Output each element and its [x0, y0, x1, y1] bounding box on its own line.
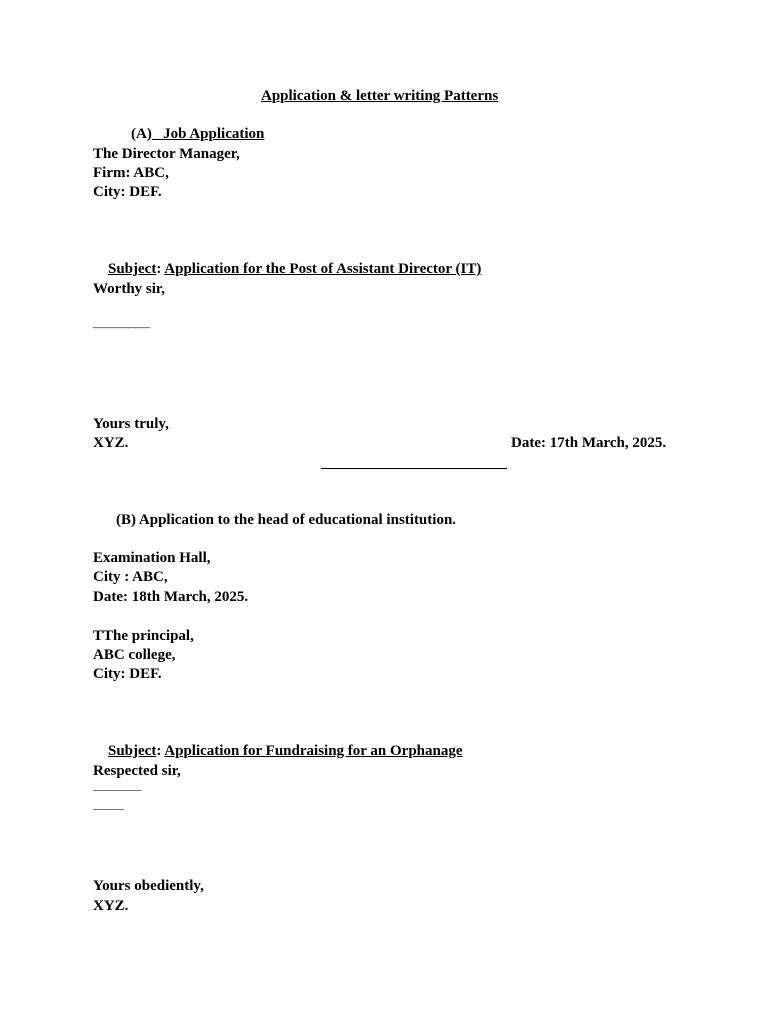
body-placeholder-a: ———————— — [93, 323, 149, 332]
body-placeholder-b-1: ———————— — [93, 786, 141, 794]
recipient-b-line-2: ABC college, — [93, 647, 176, 663]
recipient-line-3: City: DEF. — [93, 184, 162, 200]
subject-text: Application for the Post of Assistant Director (IT) — [164, 261, 482, 277]
subject-label: Subject — [108, 261, 157, 277]
subject-label: Subject — [108, 743, 157, 759]
date-a: Date: 17th March, 2025. — [511, 435, 667, 451]
sender-line-1: Examination Hall, — [93, 550, 211, 566]
sender-line-3: Date: 18th March, 2025. — [93, 589, 249, 605]
section-a-label: (A) — [131, 126, 152, 142]
document-title: Application & letter writing Patterns — [261, 88, 499, 104]
recipient-b-line-3: City: DEF. — [93, 666, 162, 682]
section-b-heading: (B) Application to the head of educational institution. — [116, 512, 457, 528]
sender-line-2: City : ABC, — [93, 569, 168, 585]
recipient-b-line-1: TThe principal, — [93, 628, 194, 644]
closing-a: Yours truly, — [93, 416, 169, 432]
section-divider — [321, 468, 507, 469]
subject-text: Application for Fundraising for an Orphanage — [164, 743, 463, 759]
body-placeholder-b-2: ————— — [93, 805, 123, 813]
closing-b: Yours obediently, — [93, 878, 204, 894]
signature-a: XYZ. — [93, 435, 129, 451]
salutation-b: Respected sir, — [93, 763, 181, 779]
section-a-title: Job Application — [163, 126, 265, 142]
signature-b: XYZ. — [93, 898, 129, 914]
recipient-line-2: Firm: ABC, — [93, 165, 169, 181]
subject-colon: : — [156, 743, 162, 759]
recipient-line-1: The Director Manager, — [93, 146, 240, 162]
subject-colon: : — [156, 261, 162, 277]
salutation-a: Worthy sir, — [93, 281, 165, 297]
